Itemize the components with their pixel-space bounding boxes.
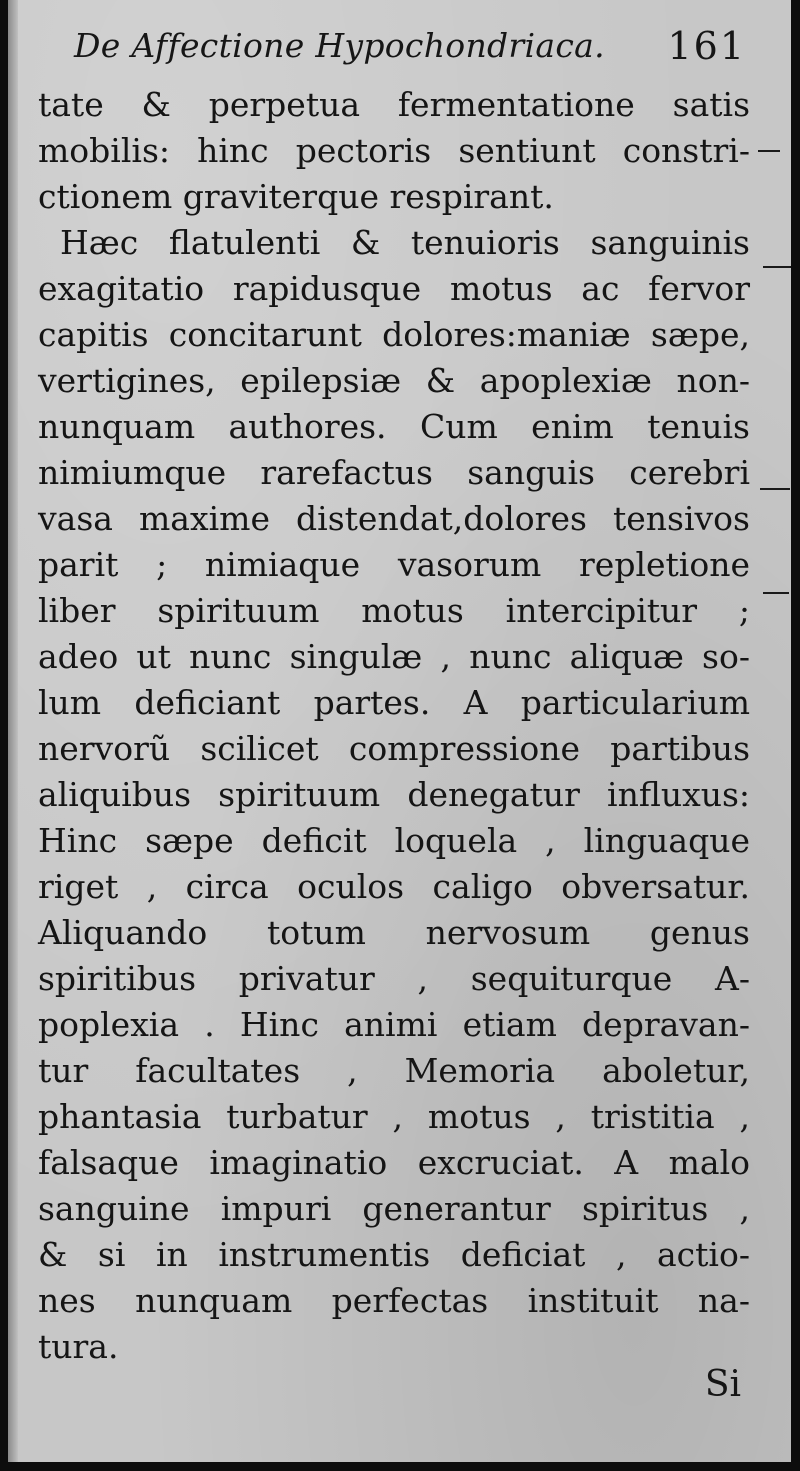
text-line: tur facultates , Memoria aboletur,	[38, 1051, 750, 1090]
margin-mark	[763, 592, 789, 594]
text-line: capitis concitarunt dolores:maniæ sæpe,	[38, 315, 750, 354]
text-line: vasa maxime distendat,dolores tensivos	[38, 499, 750, 538]
text-line: vertigines, epilepsiæ & apoplexiæ non-	[38, 361, 750, 400]
text-line: aliquibus spirituum denegatur influxus:	[38, 775, 750, 814]
text-line: liber spirituum motus intercipitur ;	[38, 591, 750, 630]
text-line: phantasia turbatur , motus , tristitia ,	[38, 1097, 750, 1136]
text-line: lum deficiant partes. A particularium	[38, 683, 750, 722]
book-page	[8, 0, 791, 1462]
catchword: Si	[704, 1364, 741, 1405]
text-line: adeo ut nunc singulæ , nunc aliquæ so-	[38, 637, 750, 676]
text-line: & si in instrumentis deficiat , actio-	[38, 1235, 750, 1274]
text-line: riget , circa oculos caligo obversatur.	[38, 867, 750, 906]
text-line: ctionem graviterque respirant.	[38, 177, 554, 216]
text-line: sanguine impuri generantur spiritus ,	[38, 1189, 750, 1228]
text-line: Aliquando totum nervosum genus	[38, 913, 750, 952]
text-line: poplexia . Hinc animi etiam depravan-	[38, 1005, 750, 1044]
text-line: tura.	[38, 1327, 119, 1366]
margin-mark	[763, 266, 791, 268]
paragraph-first-line: Hæc flatulenti & tenuioris sanguinis	[60, 223, 750, 262]
text-line: tate & perpetua fermentatione satis	[38, 85, 750, 124]
text-line: exagitatio rapidusque motus ac fervor	[38, 269, 750, 308]
page-number: 161	[667, 24, 746, 68]
page-gutter-shadow	[8, 0, 18, 1462]
margin-mark	[758, 150, 780, 152]
text-line: falsaque imaginatio excruciat. A malo	[38, 1143, 750, 1182]
text-line: spiritibus privatur , sequiturque A-	[38, 959, 750, 998]
text-line: nervorũ scilicet compressione partibus	[38, 729, 750, 768]
text-line: nimiumque rarefactus sanguis cerebri	[38, 453, 750, 492]
running-head	[70, 22, 746, 78]
text-line: nes nunquam perfectas instituit na-	[38, 1281, 750, 1320]
text-line: Hinc sæpe deficit loquela , linguaque	[38, 821, 750, 860]
body-text	[38, 82, 750, 1370]
text-line: mobilis: hinc pectoris sentiunt constri-	[38, 131, 750, 170]
text-line: parit ; nimiaque vasorum repletione	[38, 545, 750, 584]
margin-mark	[760, 488, 790, 490]
text-line: nunquam authores. Cum enim tenuis	[38, 407, 750, 446]
running-title: De Affectione Hypochondriaca.	[74, 26, 605, 65]
